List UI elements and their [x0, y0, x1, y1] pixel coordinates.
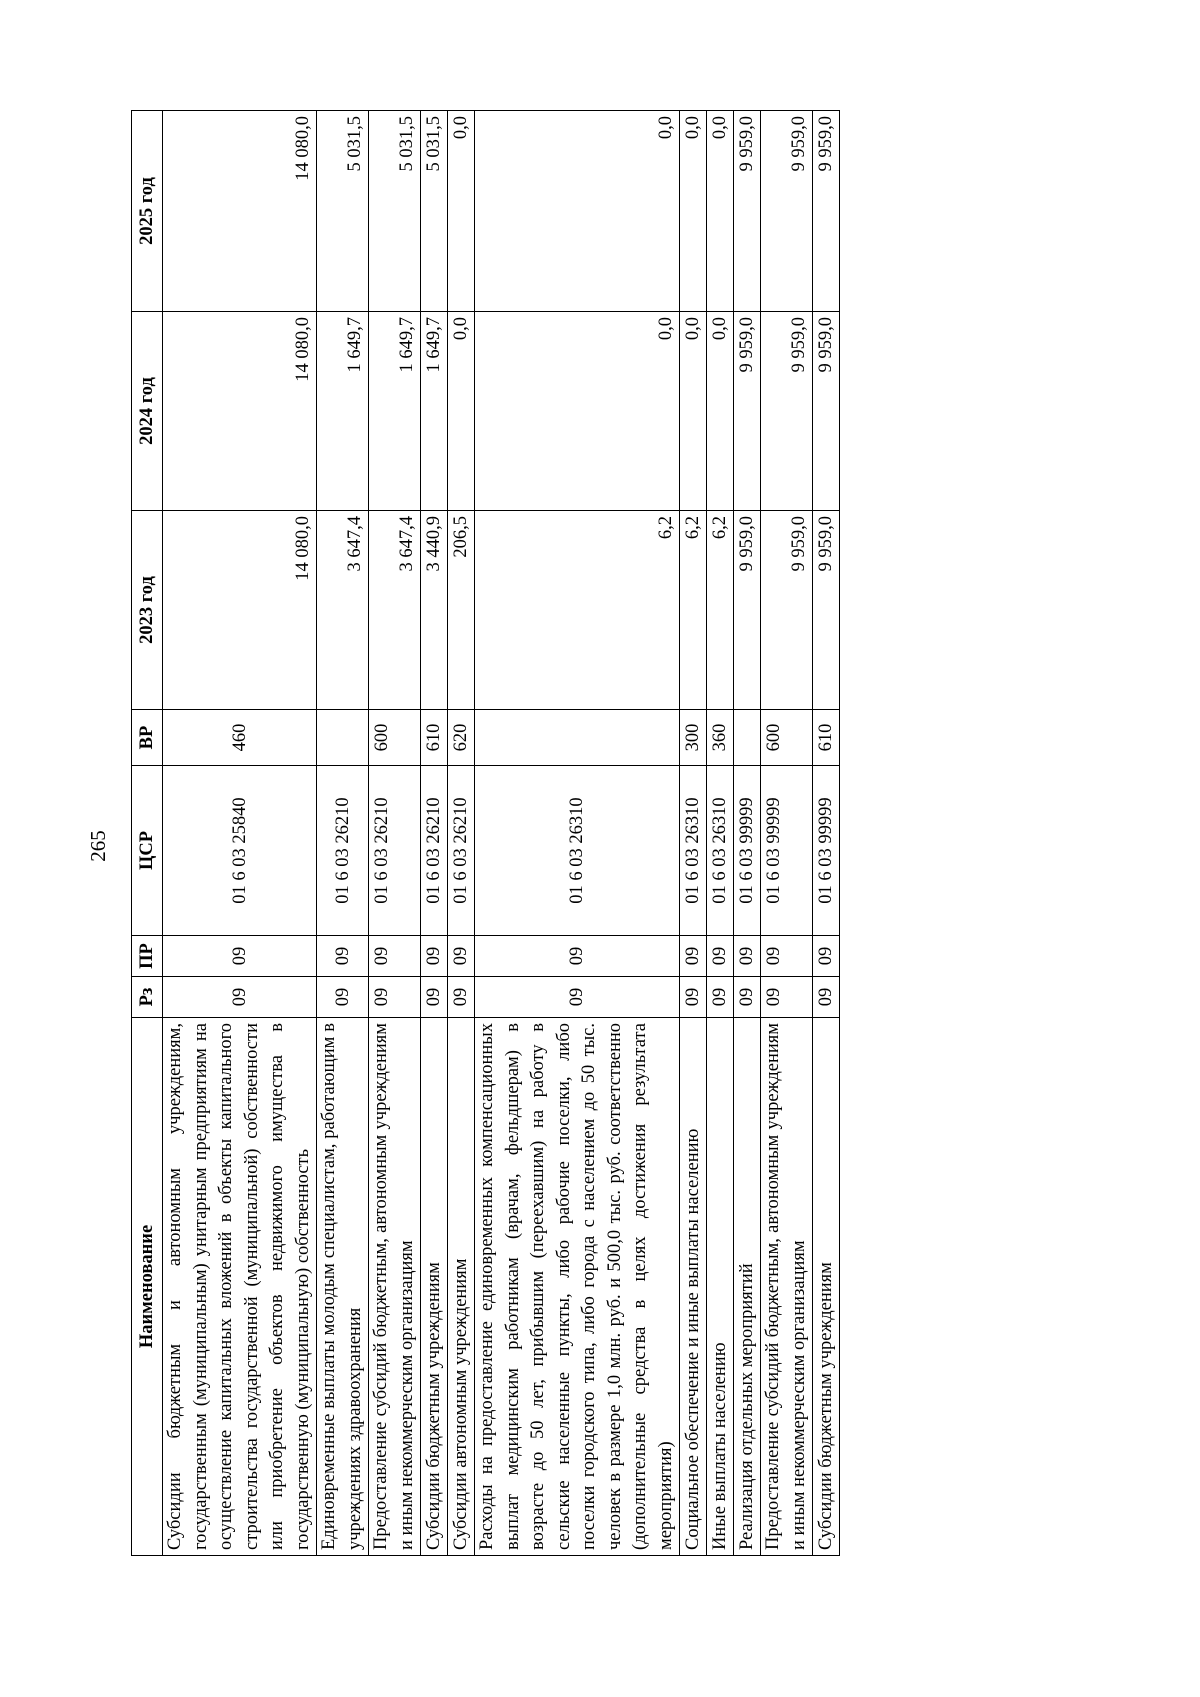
row-rz: 09: [317, 977, 369, 1018]
row-2023: 9 959,0: [734, 511, 761, 710]
row-2024: 9 959,0: [734, 312, 761, 511]
rotated-table-container: [131, 111, 911, 1556]
row-2024: 0,0: [448, 312, 475, 511]
row-rz: 09: [813, 977, 840, 1018]
row-rz: 09: [475, 977, 680, 1018]
header-2024: 2024 год: [132, 312, 163, 511]
row-vr: 460: [163, 710, 317, 766]
header-vr: ВР: [132, 710, 163, 766]
row-2023: 6,2: [475, 511, 680, 710]
row-csr: 01 6 03 99999: [761, 766, 813, 936]
row-name: Предоставление субсидий бюджетным, автономным учреждениям и иным некоммерческим организациям: [761, 1018, 813, 1556]
row-2025: 9 959,0: [761, 111, 813, 312]
row-csr: 01 6 03 99999: [734, 766, 761, 936]
row-pr: 09: [369, 936, 421, 977]
row-2025: 0,0: [475, 111, 680, 312]
row-name: Реализация отдельных мероприятий: [734, 1018, 761, 1556]
row-name: Предоставление субсидий бюджетным, автономным учреждениям и иным некоммерческим организациям: [369, 1018, 421, 1556]
row-pr: 09: [761, 936, 813, 977]
row-2024: 0,0: [707, 312, 734, 511]
table-row: [163, 111, 317, 1556]
row-2023: 206,5: [448, 511, 475, 710]
row-name: Социальное обеспечение и иные выплаты населению: [680, 1018, 707, 1556]
row-2024: 14 080,0: [163, 312, 317, 511]
row-pr: 09: [707, 936, 734, 977]
row-rz: 09: [369, 977, 421, 1018]
row-2025: 14 080,0: [163, 111, 317, 312]
table-row: [734, 111, 761, 1556]
row-2025: 5 031,5: [421, 111, 448, 312]
row-name: Единовременные выплаты молодым специалистам, работающим в учреждениях здравоохранения: [317, 1018, 369, 1556]
row-vr: 600: [761, 710, 813, 766]
row-2025: 5 031,5: [369, 111, 421, 312]
row-csr: 01 6 03 26210: [448, 766, 475, 936]
table-row: [680, 111, 707, 1556]
row-vr: 610: [421, 710, 448, 766]
row-name: Субсидии бюджетным и автономным учреждениям, государственным (муниципальным) унитарным предприятиям на осуществление капитальных вложений в объекты капитального строительства государственной (муниципальной) собственности или приобретение объектов недвижимого имущества в государственную (муниципальную) собственность: [163, 1018, 317, 1556]
row-2024: 1 649,7: [421, 312, 448, 511]
budget-table: [131, 110, 840, 1556]
row-name: Иные выплаты населению: [707, 1018, 734, 1556]
row-csr: 01 6 03 26310: [680, 766, 707, 936]
row-pr: 09: [317, 936, 369, 977]
row-2025: 0,0: [680, 111, 707, 312]
row-2023: 9 959,0: [761, 511, 813, 710]
row-pr: 09: [813, 936, 840, 977]
header-2023: 2023 год: [132, 511, 163, 710]
table-row: [317, 111, 369, 1556]
row-csr: 01 6 03 25840: [163, 766, 317, 936]
row-rz: 09: [448, 977, 475, 1018]
header-rz: Рз: [132, 977, 163, 1018]
row-vr: [317, 710, 369, 766]
row-csr: 01 6 03 26210: [421, 766, 448, 936]
row-2025: 5 031,5: [317, 111, 369, 312]
row-csr: 01 6 03 26310: [475, 766, 680, 936]
row-pr: 09: [163, 936, 317, 977]
row-2024: 9 959,0: [761, 312, 813, 511]
row-2024: 1 649,7: [317, 312, 369, 511]
page-number: 265: [86, 830, 110, 862]
row-pr: 09: [734, 936, 761, 977]
row-pr: 09: [475, 936, 680, 977]
row-csr: 01 6 03 26210: [369, 766, 421, 936]
row-name: Расходы на предоставление единовременных компенсационных выплат медицинским работникам (врачам, фельдшерам) в возрасте до 50 лет, прибывшим (переехавшим) на работу в сельские населенные пункты, либо рабочие поселки, либо поселки городского типа, либо города с населением до 50 тыс. человек в размере 1,0 млн. руб. и 500,0 тыс. руб. соответственно (дополнительные средства в целях достижения результата мероприятия): [475, 1018, 680, 1556]
row-rz: 09: [707, 977, 734, 1018]
table-header-row: [132, 111, 163, 1556]
header-pr: ПР: [132, 936, 163, 977]
row-name: Субсидии бюджетным учреждениям: [421, 1018, 448, 1556]
row-rz: 09: [421, 977, 448, 1018]
row-2023: 6,2: [707, 511, 734, 710]
row-2023: 14 080,0: [163, 511, 317, 710]
row-vr: 300: [680, 710, 707, 766]
row-name: Субсидии бюджетным учреждениям: [813, 1018, 840, 1556]
row-vr: 600: [369, 710, 421, 766]
row-2024: 0,0: [680, 312, 707, 511]
table-row: [761, 111, 813, 1556]
row-vr: 610: [813, 710, 840, 766]
row-rz: 09: [734, 977, 761, 1018]
row-rz: 09: [680, 977, 707, 1018]
row-vr: [475, 710, 680, 766]
table-row: [475, 111, 680, 1556]
row-csr: 01 6 03 99999: [813, 766, 840, 936]
row-2023: 3 647,4: [369, 511, 421, 710]
row-2023: 9 959,0: [813, 511, 840, 710]
row-pr: 09: [421, 936, 448, 977]
row-rz: 09: [163, 977, 317, 1018]
table-row: [448, 111, 475, 1556]
header-2025: 2025 год: [132, 111, 163, 312]
row-rz: 09: [761, 977, 813, 1018]
table-row: [369, 111, 421, 1556]
row-2024: 1 649,7: [369, 312, 421, 511]
table-row: [707, 111, 734, 1556]
row-name: Субсидии автономным учреждениям: [448, 1018, 475, 1556]
table-row: [421, 111, 448, 1556]
row-2024: 9 959,0: [813, 312, 840, 511]
row-pr: 09: [448, 936, 475, 977]
row-pr: 09: [680, 936, 707, 977]
table-row: [813, 111, 840, 1556]
row-vr: 620: [448, 710, 475, 766]
row-2025: 9 959,0: [813, 111, 840, 312]
header-csr: ЦСР: [132, 766, 163, 936]
row-2025: 0,0: [707, 111, 734, 312]
row-2024: 0,0: [475, 312, 680, 511]
row-vr: [734, 710, 761, 766]
row-2025: 9 959,0: [734, 111, 761, 312]
row-csr: 01 6 03 26210: [317, 766, 369, 936]
row-csr: 01 6 03 26310: [707, 766, 734, 936]
row-2023: 6,2: [680, 511, 707, 710]
row-2025: 0,0: [448, 111, 475, 312]
row-2023: 3 440,9: [421, 511, 448, 710]
header-name: Наименование: [132, 1018, 163, 1556]
row-vr: 360: [707, 710, 734, 766]
row-2023: 3 647,4: [317, 511, 369, 710]
